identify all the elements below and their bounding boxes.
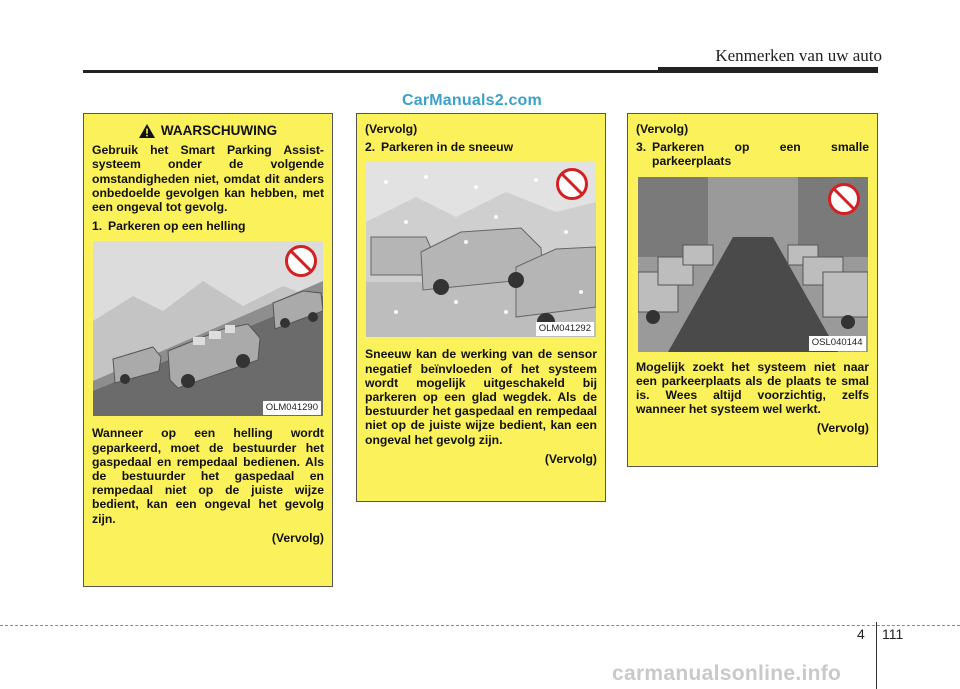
header-title: Kenmerken van uw auto [715, 46, 882, 65]
list-item [636, 140, 869, 168]
chapter-number: 4 [857, 626, 865, 642]
panel-body: Sneeuw kan de werking van de sensor negatief beïnvloeden of het systeem wordt mogelijk uitgeschakeld bij parkeren op een glad wegdek. Als de bestuurder het gaspedaal en rempedaal niet op de juiste wijze bedient, kan een ongeval het gevolg zijn. [365, 347, 597, 447]
warning-title: WAARSCHUWING [160, 123, 278, 138]
no-sign-icon [556, 168, 588, 200]
item-number: 2. [365, 140, 376, 155]
warning-intro: Gebruik het Smart Parking Assist-systeem onder de volgende omstandigheden niet, omdat dit anders onbedoelde gevolgen kan hebben, met een ongeval tot gevolg. [92, 143, 324, 215]
no-sign-icon [828, 183, 860, 215]
figure-narrow-parking [638, 177, 868, 352]
continued-label: (Vervolg) [544, 451, 597, 466]
item-number: 1. [92, 219, 103, 234]
item-label: Parkeren op een helling [108, 219, 246, 234]
warning-triangle-icon [139, 124, 155, 138]
watermark-top[interactable]: CarManuals2.com [402, 92, 542, 109]
warning-heading [92, 124, 324, 138]
continued-label: (Vervolg) [271, 530, 324, 545]
figure-code: OLM041292 [536, 322, 594, 336]
panel-body: Mogelijk zoekt het systeem niet naar een parkeerplaats als de plaats te smal is. Wees altijd voorzichtig, zelfs wanneer het systeem wel werkt. [636, 359, 869, 417]
continued-label: (Vervolg) [816, 421, 869, 436]
figure-code: OSL040144 [809, 336, 866, 350]
page-number: 111 [882, 626, 904, 642]
item-label: Parkeren op een smalle parkeerplaats [652, 140, 869, 169]
list-item [92, 219, 324, 233]
item-number: 3. [636, 140, 647, 155]
figure-snow-parking [366, 162, 596, 337]
figure-slope-parking [93, 241, 323, 416]
continued-top: (Vervolg) [636, 122, 689, 136]
warning-panel-slope [83, 113, 333, 587]
panel-body: Wanneer op een helling wordt geparkeerd, moet de bestuurder het gaspedaal en rempedaal bedienen. Als de bestuurder het gaspedaal en rempedaal niet op de juiste wijze bedient, kan een ongeval het gevolg zijn. [92, 426, 324, 526]
item-label: Parkeren in de sneeuw [381, 140, 514, 155]
header-rule-accent [658, 67, 878, 72]
warning-panel-narrow [627, 113, 878, 467]
continued-top: (Vervolg) [365, 122, 418, 136]
list-item [365, 140, 597, 154]
no-sign-icon [285, 245, 317, 277]
page-number-separator [876, 622, 877, 689]
figure-code: OLM041290 [263, 401, 321, 415]
footer-divider [0, 625, 960, 626]
warning-panel-snow [356, 113, 606, 502]
watermark-bottom[interactable]: carmanualsonline.info [612, 662, 842, 685]
